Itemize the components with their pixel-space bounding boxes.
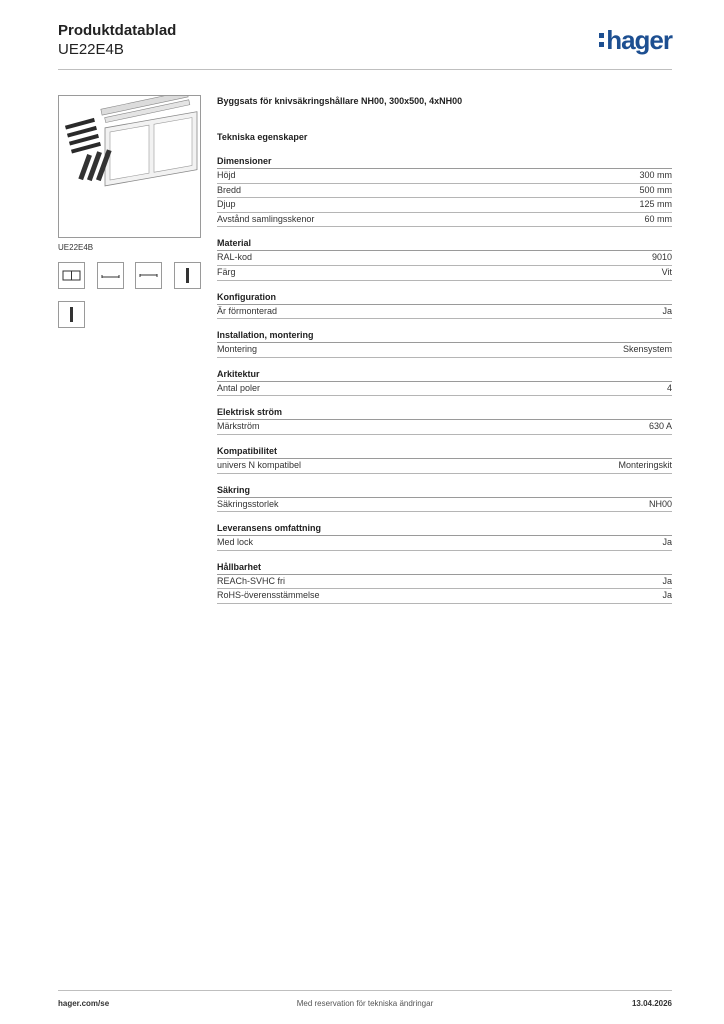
product-kit-icon bbox=[59, 96, 200, 237]
spec-label: Montering bbox=[217, 344, 258, 355]
spec-value: 125 mm bbox=[639, 199, 672, 210]
image-caption: UE22E4B bbox=[58, 243, 94, 252]
top-view-icon[interactable] bbox=[135, 262, 162, 289]
spec-value: NH00 bbox=[648, 498, 672, 509]
specs-heading: Tekniska egenskaper bbox=[217, 132, 308, 142]
spec-label: Säkringsstorlek bbox=[217, 498, 279, 509]
footer-date: 13.04.2026 bbox=[631, 999, 672, 1008]
footer-disclaimer: Med reservation för tekniska ändringar bbox=[296, 999, 434, 1008]
spec-row bbox=[217, 589, 672, 604]
spec-label: Antal poler bbox=[217, 382, 261, 393]
spec-section bbox=[217, 561, 672, 604]
spec-value: 4 bbox=[666, 382, 672, 393]
spec-section bbox=[217, 484, 672, 513]
spec-section bbox=[217, 329, 672, 358]
spec-row bbox=[217, 213, 672, 228]
spec-section bbox=[217, 155, 672, 227]
spec-value: 500 mm bbox=[639, 184, 672, 195]
spec-label: Färg bbox=[217, 266, 236, 277]
section-title: Hållbarhet bbox=[217, 561, 672, 575]
spec-section bbox=[217, 291, 672, 320]
section-title: Dimensioner bbox=[217, 155, 672, 169]
spec-label: Avstånd samlingsskenor bbox=[217, 213, 315, 224]
spec-row bbox=[217, 459, 672, 474]
spec-value: Ja bbox=[662, 537, 672, 548]
spec-row bbox=[217, 305, 672, 320]
spec-row bbox=[217, 251, 672, 266]
spec-label: Bredd bbox=[217, 184, 242, 195]
footer-website[interactable]: hager.com/se bbox=[58, 999, 110, 1008]
logo-text: hager bbox=[606, 25, 672, 55]
spec-row bbox=[217, 575, 672, 590]
spec-value: Ja bbox=[662, 305, 672, 316]
spec-value: Ja bbox=[662, 590, 672, 601]
spec-label: Djup bbox=[217, 199, 236, 210]
spec-value: Skensystem bbox=[622, 344, 672, 355]
spec-row bbox=[217, 498, 672, 513]
spec-label: univers N kompatibel bbox=[217, 459, 302, 470]
section-title: Leveransens omfattning bbox=[217, 522, 672, 536]
spec-value: 300 mm bbox=[639, 170, 672, 180]
spec-label: RAL-kod bbox=[217, 252, 253, 263]
spec-section bbox=[217, 368, 672, 397]
spec-row bbox=[217, 382, 672, 397]
section-title: Installation, montering bbox=[217, 329, 672, 343]
spec-content bbox=[217, 95, 672, 614]
spec-value: 9010 bbox=[651, 252, 672, 263]
spec-label: Med lock bbox=[217, 537, 254, 548]
document-title: Produktdatablad bbox=[58, 22, 177, 39]
section-title: Säkring bbox=[217, 484, 672, 498]
page-header bbox=[58, 22, 672, 70]
spec-label: Höjd bbox=[217, 170, 236, 180]
depth-view-icon[interactable] bbox=[174, 262, 201, 289]
spec-value: 630 A bbox=[648, 421, 672, 432]
spec-sections bbox=[217, 155, 672, 604]
spec-section bbox=[217, 445, 672, 474]
spec-row bbox=[217, 198, 672, 213]
section-title: Arkitektur bbox=[217, 368, 672, 382]
spec-section bbox=[217, 237, 672, 280]
section-title: Kompatibilitet bbox=[217, 445, 672, 459]
side-depth-view-icon[interactable] bbox=[58, 301, 85, 328]
spec-row bbox=[217, 169, 672, 184]
spec-row bbox=[217, 536, 672, 551]
spec-row bbox=[217, 420, 672, 435]
page-footer bbox=[58, 990, 672, 1008]
spec-label: RoHS-överensstämmelse bbox=[217, 590, 320, 601]
spec-value: Ja bbox=[662, 575, 672, 586]
front-view-icon[interactable] bbox=[58, 262, 85, 289]
spec-section bbox=[217, 522, 672, 551]
spec-label: REACh-SVHC fri bbox=[217, 575, 286, 586]
spec-value: Vit bbox=[661, 266, 672, 277]
spec-section bbox=[217, 406, 672, 435]
spec-row bbox=[217, 184, 672, 199]
spec-row bbox=[217, 343, 672, 358]
section-title: Konfiguration bbox=[217, 291, 672, 305]
side-view-icon[interactable] bbox=[97, 262, 124, 289]
section-title: Material bbox=[217, 237, 672, 251]
spec-value: Monteringskit bbox=[618, 459, 672, 470]
spec-label: Är förmonterad bbox=[217, 305, 278, 316]
product-description: Byggsats för knivsäkringshållare NH00, 300x500, 4xNH00 bbox=[217, 96, 463, 106]
spec-value: 60 mm bbox=[644, 213, 672, 224]
hager-logo bbox=[599, 26, 672, 54]
spec-label: Märkström bbox=[217, 421, 260, 432]
product-code: UE22E4B bbox=[58, 41, 124, 58]
spec-row bbox=[217, 266, 672, 281]
product-image bbox=[58, 95, 201, 238]
section-title: Elektrisk ström bbox=[217, 406, 672, 420]
logo-dots-icon bbox=[599, 33, 604, 47]
